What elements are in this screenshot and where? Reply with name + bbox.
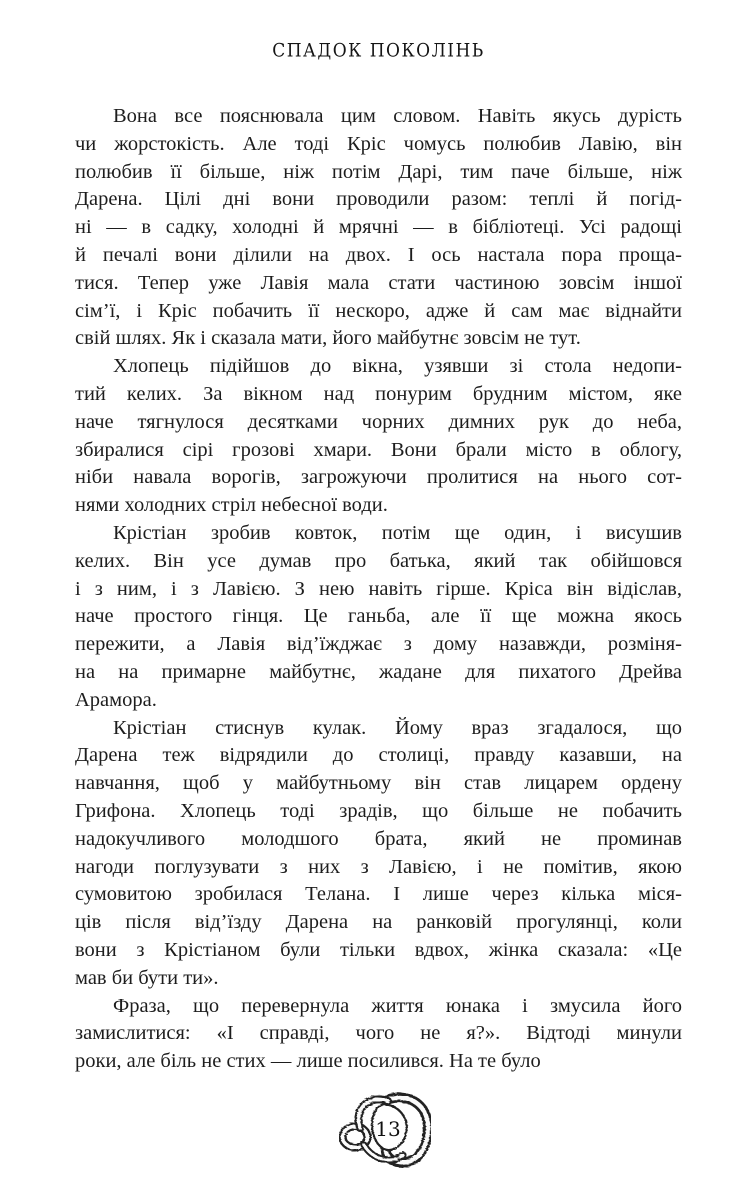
text-line: навчання, щоб у майбутньому він став лицарем ордену — [75, 772, 682, 795]
text-line: Крістіан зробив ковток, потім ще один, і висушив — [113, 521, 682, 544]
text-line: й печалі вони ділили на двох. І ось настала пора проща- — [75, 243, 682, 266]
text-line: полюбив її більше, ніж потім Дарі, тим паче більше, ніж — [75, 160, 682, 183]
text-line: тися. Тепер уже Лавія мала стати частиною зовсім іншої — [75, 271, 682, 294]
text-line: ні — в садку, холодні й мрячні — в бібліотеці. Усі радощі — [75, 216, 682, 239]
text-line: пережити, а Лавія від’їжджає з дому назавжди, розміня- — [75, 633, 682, 656]
text-line: нагоди поглузувати з них з Лавією, і не помітив, якою — [75, 855, 682, 878]
page-ornament — [339, 1091, 431, 1171]
paragraph — [75, 103, 682, 353]
text-line: Арамора. — [75, 688, 157, 711]
paragraph — [75, 353, 682, 520]
paragraph — [75, 520, 682, 715]
text-line: збиралися сірі грозові хмари. Вони брали місто в облогу, — [75, 438, 682, 461]
paragraph — [75, 715, 682, 993]
text-line: вони з Крістіаном були тільки вдвох, жінка сказала: «Це — [75, 938, 682, 961]
page-number: 13 — [375, 1117, 401, 1141]
text-block — [75, 103, 682, 1076]
text-line: надокучливого молодшого брата, який не проминав — [75, 827, 682, 850]
text-line: чи жорстокість. Але тоді Кріс чомусь полюбив Лавію, він — [75, 132, 682, 155]
text-line: ніби навала ворогів, загрожуючи пролитися на нього сот- — [75, 466, 682, 489]
text-line: свій шлях. Як і сказала мати, його майбутнє зовсім не тут. — [75, 327, 581, 350]
text-line: Крістіан стиснув кулак. Йому враз згадалося, що — [113, 716, 682, 739]
text-line: замислитися: «І справді, чого не я?». Відтоді минули — [75, 1022, 682, 1045]
text-line: наче простого гінця. Це ганьба, але її ще можна якось — [75, 605, 682, 628]
text-line: нями холодних стріл небесної води. — [75, 494, 388, 517]
text-line: на на примарне майбутнє, жадане для пихатого Дрейва — [75, 660, 682, 683]
text-line: наче тягнулося десятками чорних димних рук до неба, — [75, 410, 682, 433]
paragraph — [75, 993, 682, 1076]
text-line: Вона все пояснювала цим словом. Навіть якусь дурість — [113, 105, 682, 127]
text-line: ців після від’їзду Дарена на ранковій прогулянці, коли — [75, 911, 682, 934]
text-line: Фраза, що перевернула життя юнака і змусила його — [113, 994, 682, 1017]
text-line: Дарена теж відрядили до столиці, правду казавши, на — [75, 744, 682, 767]
text-line: і з ним, і з Лавією. З нею навіть гірше. Кріса він відіслав, — [75, 577, 682, 600]
text-line: мав би бути ти». — [75, 966, 219, 989]
text-line: тий келих. За вікном над понурим брудним містом, яке — [75, 382, 682, 405]
running-head: СПАДОК ПОКОЛІНЬ — [272, 39, 485, 63]
text-line: Грифона. Хлопець тоді зрадів, що більше не побачить — [75, 799, 682, 822]
text-line: роки, але біль не стих — лише посилився. На те було — [75, 1050, 541, 1073]
text-line: сім’ї, і Кріс побачить її нескоро, адже й сам має віднайти — [75, 299, 682, 322]
text-line: Дарена. Цілі дні вони проводили разом: теплі й погід- — [75, 188, 682, 211]
text-line: Хлопець підійшов до вікна, узявши зі стола недопи- — [113, 355, 682, 378]
text-line: сумовитою зробилася Телана. І лише через кілька міся- — [75, 883, 682, 906]
text-line: келих. Він усе думав про батька, який так обійшовся — [75, 549, 682, 572]
